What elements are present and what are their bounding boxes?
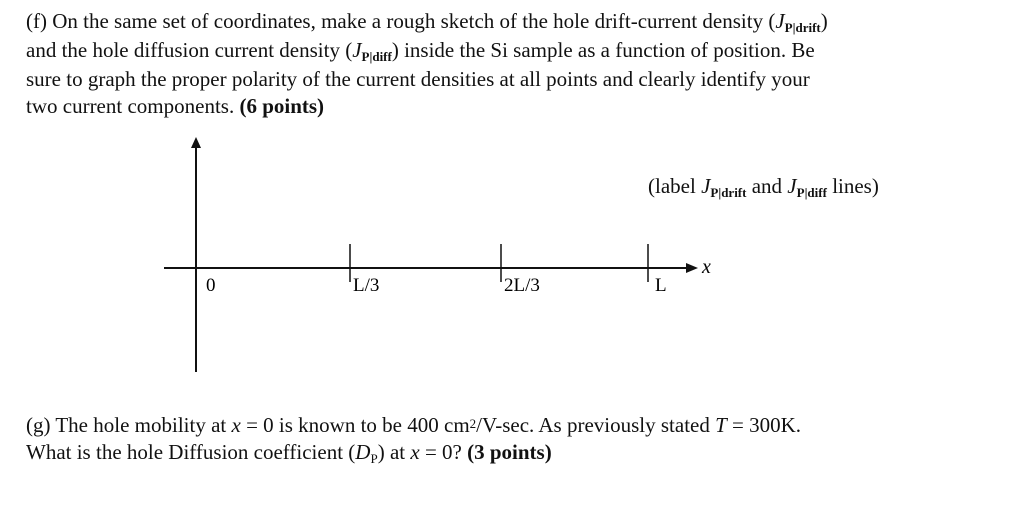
question-f-line-1: (f) On the same set of coordinates, make a rough sketch of the hole drift-current density (JP|drift) (26, 9, 828, 35)
x-axis-arrowhead (686, 263, 698, 273)
tick-label-l3: L/3 (353, 275, 380, 296)
tick-label-2l3: 2L/3 (504, 275, 540, 296)
question-g (26, 412, 946, 468)
y-axis-arrowhead (191, 137, 201, 148)
label-instruction: (label JP|drift and JP|diff lines) (648, 174, 879, 200)
tick-label-l: L (655, 275, 667, 296)
question-f-points: (6 points) (239, 94, 325, 118)
question-f-label: (f) (26, 9, 47, 33)
question-g-line-1: (g) The hole mobility at x = 0 is known to be 400 $cm^2/V-\sec$. As previously stated T = 300K. (26, 413, 802, 437)
question-f-line-4: two current components. (6 points) (26, 94, 325, 118)
question-g-line-2: What is the hole Diffusion coefficient (DP) at x = 0? (3 points) (26, 440, 552, 466)
question-f-line-3: sure to graph the proper polarity of the current densities at all points and clearly identify your (26, 67, 810, 91)
x-axis-label: x (702, 256, 711, 278)
tick-label-0: 0 (206, 275, 216, 296)
question-g-points: (3 points) (467, 440, 552, 464)
question-f-line-2: and the hole diffusion current density (JP|diff) inside the Si sample as a function of position. Be (26, 38, 815, 64)
